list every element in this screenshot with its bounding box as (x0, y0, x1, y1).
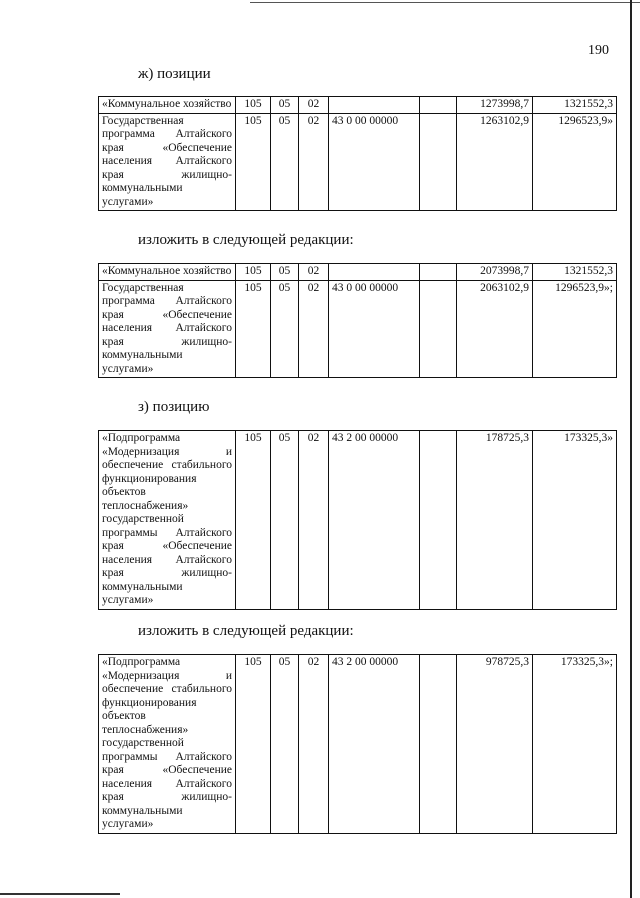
subsection-cell: 02 (299, 97, 329, 114)
row-description: «Коммунальное хозяйство (99, 264, 236, 281)
amount-cell-1: 978725,3 (457, 655, 533, 834)
amount-cell-2: 173325,3»; (533, 655, 617, 834)
amount-cell-2: 1321552,3 (533, 264, 617, 281)
section-cell: 05 (271, 431, 299, 610)
section-heading: изложить в следующей редакции: (138, 232, 354, 248)
row-description: «Подпрограмма «Модернизация и обеспечение стабильного функционирования объектов теплоснабжения» государственной программы Алтайского края «Обеспечение населения Алтайского края жилищно-коммунальными услугами» (99, 655, 236, 834)
section-cell: 05 (271, 655, 299, 834)
expense-type-cell (420, 280, 457, 378)
section-cell: 05 (271, 97, 299, 114)
section-heading: изложить в следующей редакции: (138, 623, 354, 639)
section-heading: з) позицию (138, 399, 210, 415)
section-cell: 05 (271, 280, 299, 378)
amount-cell-1: 1273998,7 (457, 97, 533, 114)
positions-table (98, 654, 617, 834)
target-article-cell (329, 97, 420, 114)
amount-cell-2: 1296523,9»; (533, 280, 617, 378)
scan-edge-right (630, 0, 632, 898)
table-row (99, 264, 617, 281)
subsection-cell: 02 (299, 280, 329, 378)
amount-cell-1: 178725,3 (457, 431, 533, 610)
table-row (99, 280, 617, 378)
amount-cell-1: 2063102,9 (457, 280, 533, 378)
code-cell: 105 (236, 280, 271, 378)
code-cell: 105 (236, 655, 271, 834)
row-description: Государственная программа Алтайского края «Обеспечение населения Алтайского края жилищно-коммунальными услугами» (99, 113, 236, 211)
expense-type-cell (420, 97, 457, 114)
amount-cell-2: 1296523,9» (533, 113, 617, 211)
code-cell: 105 (236, 431, 271, 610)
amount-cell-2: 173325,3» (533, 431, 617, 610)
subsection-cell: 02 (299, 431, 329, 610)
code-cell: 105 (236, 264, 271, 281)
table-row (99, 655, 617, 834)
target-article-cell: 43 0 00 00000 (329, 113, 420, 211)
target-article-cell: 43 0 00 00000 (329, 280, 420, 378)
table-row (99, 431, 617, 610)
expense-type-cell (420, 264, 457, 281)
positions-table (98, 96, 617, 211)
section-cell: 05 (271, 264, 299, 281)
target-article-cell: 43 2 00 00000 (329, 431, 420, 610)
target-article-cell: 43 2 00 00000 (329, 655, 420, 834)
amount-cell-1: 2073998,7 (457, 264, 533, 281)
positions-table (98, 430, 617, 610)
scan-edge-bottom (0, 893, 120, 895)
code-cell: 105 (236, 113, 271, 211)
code-cell: 105 (236, 97, 271, 114)
row-description: «Подпрограмма «Модернизация и обеспечение стабильного функционирования объектов теплоснабжения» государственной программы Алтайского края «Обеспечение населения Алтайского края жилищно-коммунальными услугами» (99, 431, 236, 610)
amount-cell-2: 1321552,3 (533, 97, 617, 114)
table-row (99, 113, 617, 211)
table-row (99, 97, 617, 114)
positions-table (98, 263, 617, 378)
expense-type-cell (420, 431, 457, 610)
section-heading: ж) позиции (138, 66, 211, 82)
subsection-cell: 02 (299, 655, 329, 834)
expense-type-cell (420, 655, 457, 834)
subsection-cell: 02 (299, 264, 329, 281)
section-cell: 05 (271, 113, 299, 211)
expense-type-cell (420, 113, 457, 211)
target-article-cell (329, 264, 420, 281)
subsection-cell: 02 (299, 113, 329, 211)
page-number: 190 (588, 43, 609, 58)
row-description: Государственная программа Алтайского края «Обеспечение населения Алтайского края жилищно-коммунальными услугами» (99, 280, 236, 378)
row-description: «Коммунальное хозяйство (99, 97, 236, 114)
amount-cell-1: 1263102,9 (457, 113, 533, 211)
scan-edge-top (250, 2, 640, 3)
